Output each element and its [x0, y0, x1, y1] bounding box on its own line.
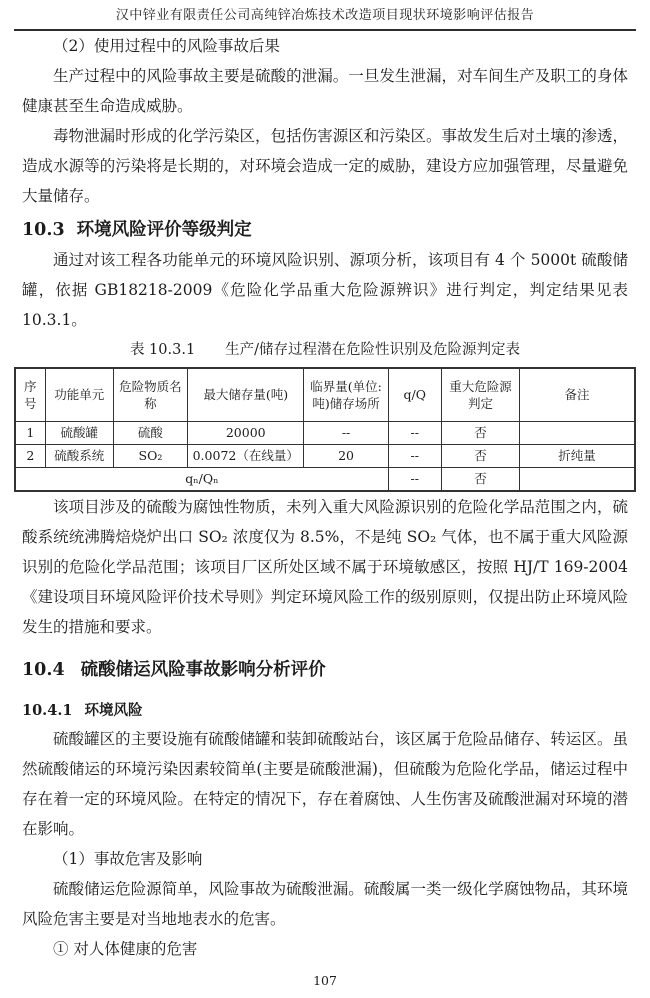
section-title: 硫酸储运风险事故影响分析评价: [80, 659, 326, 680]
table-cell: --: [388, 444, 441, 467]
table-header-cell: 序号: [15, 368, 45, 421]
report-title: 汉中锌业有限责任公司高纯锌冶炼技术改造项目现状环境影响评估报告: [115, 8, 535, 23]
section-heading-10-4: [22, 654, 628, 686]
section-number: 10.4.1: [22, 701, 73, 719]
table-header-cell: 重大危险源判定: [441, 368, 519, 421]
table-summary-row: [15, 467, 635, 491]
table-header-cell: q/Q: [388, 368, 441, 421]
hazard-identification-table: [14, 367, 636, 492]
table-header-cell: 备注: [520, 368, 635, 421]
table-row: [15, 444, 635, 467]
section-title: 环境风险评价等级判定: [76, 220, 252, 240]
table-cell-qn-qn: qₙ/Qₙ: [15, 467, 388, 491]
table-header-cell: 最大储存量(吨): [188, 368, 304, 421]
table-cell: SO₂: [113, 444, 187, 467]
table-cell: 硫酸罐: [45, 421, 113, 444]
paragraph-accident-harm: 硫酸储运危险源简单，风险事故为硫酸泄漏。硫酸属一类一级化学腐蚀物品，其环境风险危害主要是对当地地表水的危害。: [22, 879, 628, 928]
table-cell: --: [304, 421, 388, 444]
table-header-row: [15, 368, 635, 421]
section-number: 10.4: [22, 659, 65, 680]
table-cell: [520, 421, 635, 444]
page-number: 107: [313, 973, 337, 988]
table-cell: 20000: [188, 421, 304, 444]
section-heading-10-4-1: [22, 698, 628, 724]
item-heading-2: （2）使用过程中的风险事故后果: [53, 37, 280, 55]
table-cell: 硫酸: [113, 421, 187, 444]
table-cell: 否: [441, 444, 519, 467]
table-cell: [520, 467, 635, 491]
paragraph-tank-area: 硫酸罐区的主要设施有硫酸储罐和装卸硫酸站台，该区属于危险品储存、转运区。虽然硫酸储运的环境污染因素较简单(主要是硫酸泄漏)，但硫酸为危险化学品，储运过程中存在着一定的环境风险。在特定的情况下，存在着腐蚀、人生伤害及硫酸泄漏对环境的潜在影响。: [22, 729, 628, 838]
table-header-cell: 功能单元: [45, 368, 113, 421]
table-cell: 否: [441, 467, 519, 491]
paragraph-risk-identification: 通过对该工程各功能单元的环境风险识别、源项分析，该项目有 4 个 5000t 硫酸储罐，依据 GB18218-2009《危险化学品重大危险源辨识》进行判定，判定结果见表 10.3.1。: [22, 251, 628, 329]
table-header-cell: 临界量(单位:吨)储存场所: [304, 368, 388, 421]
table-cell: 1: [15, 421, 45, 444]
table-cell: 0.0072（在线量）: [188, 444, 304, 467]
table-caption-label: 表 10.3.1: [129, 342, 196, 358]
section-heading-10-3: [22, 215, 628, 245]
paragraph-conclusion: 该项目涉及的硫酸为腐蚀性物质，未列入重大风险源识别的危险化学品范围之内，硫酸系统统沸腾焙烧炉出口 SO₂ 浓度仅为 8.5%，不是纯 SO₂ 气体，也不属于重大风险源识别的危险化学品范围；该项目厂区所处区域不属于环境敏感区，按照 HJ/T 169-2004《建设项目环境风险评价技术导则》判定环境风险工作的级别原则，仅提出防止环境风险发生的措施和要求。: [22, 497, 628, 636]
table-caption-title: 生产/储存过程潜在危险性识别及危险源判定表: [225, 342, 521, 358]
paragraph-production-risk: 生产过程中的风险事故主要是硫酸的泄漏。一旦发生泄漏，对车间生产及职工的身体健康甚至生命造成威胁。: [22, 67, 628, 115]
table-cell: 硫酸系统: [45, 444, 113, 467]
table-header-cell: 危险物质名称: [113, 368, 187, 421]
table-cell: --: [388, 467, 441, 491]
section-title: 环境风险: [84, 701, 143, 719]
table-row: [15, 421, 635, 444]
table-cell: 折纯量: [520, 444, 635, 467]
section-number: 10.3: [22, 220, 65, 240]
item-circle-1: ① 对人体健康的危害: [53, 939, 198, 958]
running-header: [14, 0, 636, 31]
paragraph-toxic-leak: 毒物泄漏时形成的化学污染区，包括伤害源区和污染区。事故发生后对土壤的渗透，造成水源等的污染将是长期的，对环境会造成一定的威胁，建设方应加强管理，尽量避免大量储存。: [22, 127, 628, 205]
table-cell: 否: [441, 421, 519, 444]
table-caption: [22, 337, 628, 363]
table-cell: --: [388, 421, 441, 444]
table-cell: 20: [304, 444, 388, 467]
table-cell: 2: [15, 444, 45, 467]
item-heading-1: （1）事故危害及影响: [53, 849, 203, 868]
